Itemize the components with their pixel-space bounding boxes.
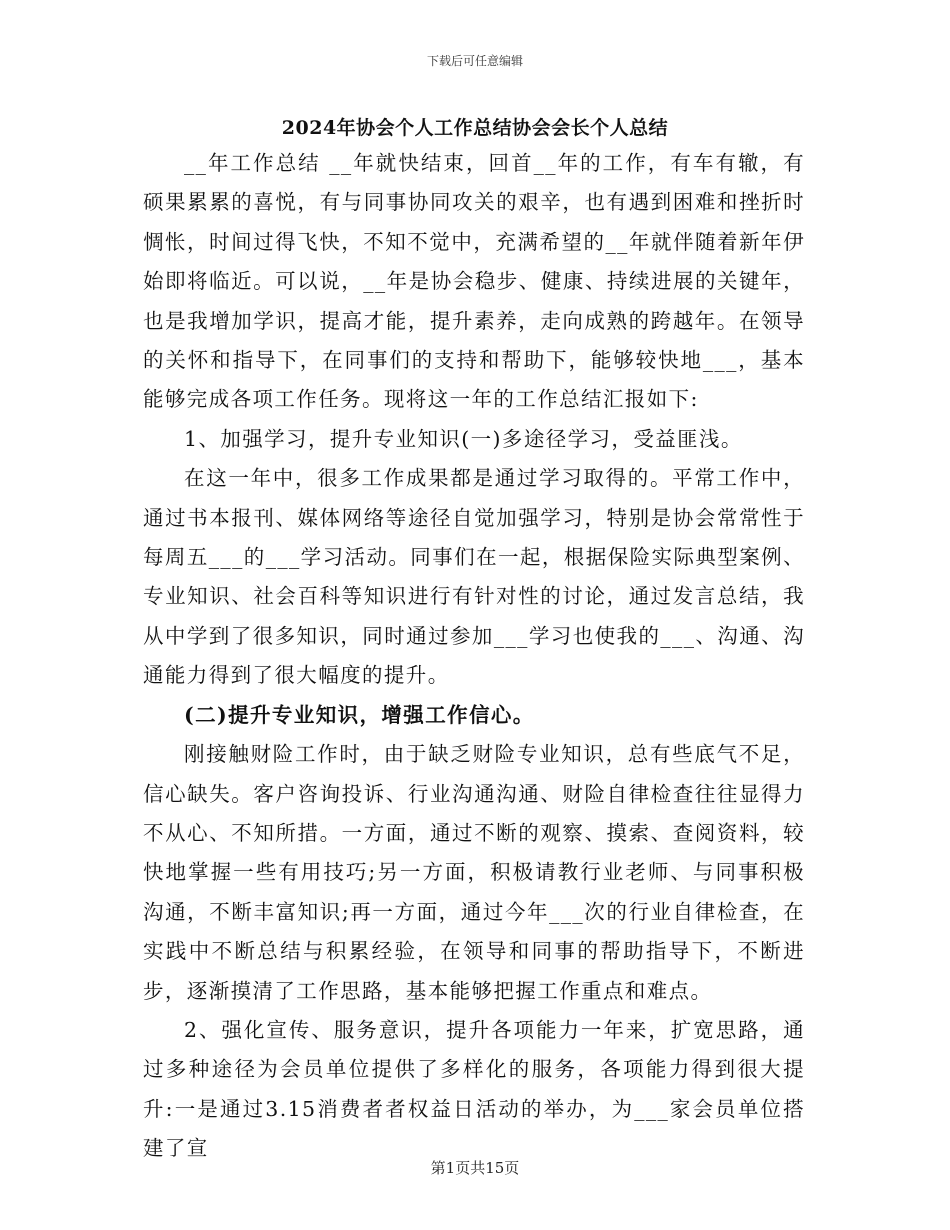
document-title: 2024年协会个人工作总结协会会长个人总结 bbox=[281, 117, 669, 139]
header-note: 下载后可任意编辑 bbox=[426, 54, 523, 68]
paragraph-intro: __年工作总结 __年就快结束，回首__年的工作，有车有辙，有硕果累累的喜悦，有与同事协同攻关的艰辛，也有遇到困难和挫折时惆怅，时间过得飞快，不知不觉中，充满希望的__年就伴随着新年伊始即将临近。可以说，__年是协会稳步、健康、持续进展的关键年，也是我增加学识，提高才能，提升素养，走向成熟的跨越年。在领导的关怀和指导下，在同事们的支持和帮助下，能够较快地___，基本能够完成各项工作任务。现将这一年的工作总结汇报如下: bbox=[143, 151, 805, 412]
document-body bbox=[143, 144, 805, 1169]
paragraph-learning: 在这一年中，很多工作成果都是通过学习取得的。平常工作中，通过书本报刊、媒体网络等途径自觉加强学习，特别是协会常常性于每周五___的___学习活动。同事们在一起，根据保险实际典型案例、专业知识、社会百科等知识进行有针对性的讨论，通过发言总结，我从中学到了很多知识，同时通过参加___学习也使我的___、沟通、沟通能力得到了很大幅度的提升。 bbox=[143, 466, 805, 688]
paragraph-subsection-2-heading: (二)提升专业知识，增强工作信心。 bbox=[184, 702, 535, 727]
paragraph-section-2: 2、强化宣传、服务意识，提升各项能力一年来，扩宽思路，通过多种途径为会员单位提供了多样化的服务，各项能力得到很大提升:一是通过3.15消费者者权益日活动的举办，为___家会员单位搭建了宣 bbox=[143, 1017, 805, 1161]
paragraph-professional-knowledge: 刚接触财险工作时，由于缺乏财险专业知识，总有些底气不足，信心缺失。客户咨询投诉、行业沟通沟通、财险自律检查往往显得力不从心、不知所措。一方面，通过不断的观察、摸索、查阅资料，较快地掌握一些有用技巧;另一方面，积极请教行业老师、与同事积极沟通，不断丰富知识;再一方面，通过今年___次的行业自律检查，在实践中不断总结与积累经验，在领导和同事的帮助指导下，不断进步，逐渐摸清了工作思路，基本能够把握工作重点和难点。 bbox=[143, 742, 805, 1003]
paragraph-section-1-heading: 1、加强学习，提升专业知识(一)多途径学习，受益匪浅。 bbox=[184, 426, 743, 451]
page-number: 第1页共15页 bbox=[430, 1159, 520, 1177]
